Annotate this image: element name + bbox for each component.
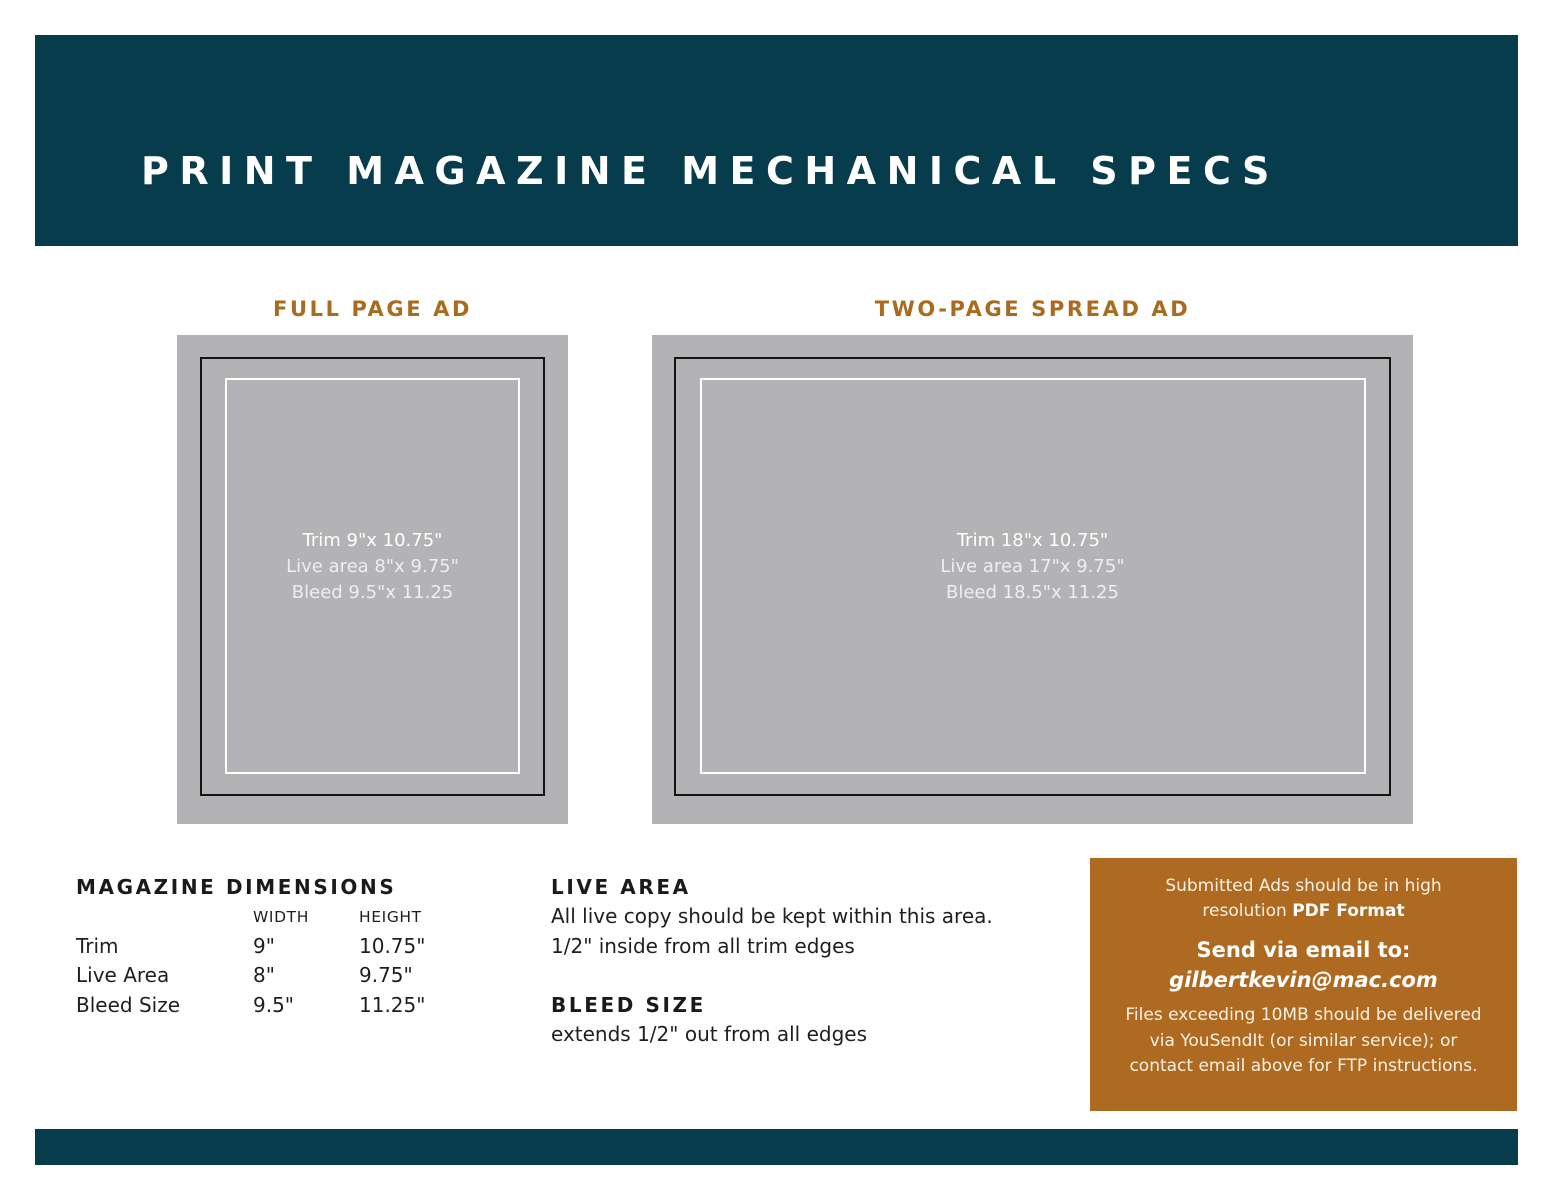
page-title: PRINT MAGAZINE MECHANICAL SPECS <box>141 149 1280 193</box>
submission-notice <box>1090 858 1517 1111</box>
send-email-label: Send via email to: <box>1196 938 1411 962</box>
full-page-ad-specs <box>177 528 568 606</box>
bleed-size-line-1: extends 1/2" out from all edges <box>551 1022 867 1046</box>
submission-format-line-2 <box>1090 899 1517 924</box>
full-page-ad-diagram <box>177 335 568 824</box>
email-link[interactable]: gilbertkevin@mac.com <box>1169 968 1438 992</box>
row-height: 9.75" <box>359 963 413 987</box>
row-label: Live Area <box>76 963 170 987</box>
magazine-dimensions-heading: MAGAZINE DIMENSIONS <box>76 875 397 899</box>
two-page-spread-ad-heading: TWO-PAGE SPREAD AD <box>874 297 1191 321</box>
row-label: Bleed Size <box>76 993 180 1017</box>
bleed-size-heading: BLEED SIZE <box>551 993 706 1017</box>
large-files-note-3: contact email above for FTP instructions. <box>1129 1056 1478 1076</box>
trim-spec: Trim 18"x 10.75" <box>956 530 1109 551</box>
large-files-note-1: Files exceeding 10MB should be delivered <box>1125 1005 1482 1025</box>
row-width: 9.5" <box>253 993 295 1017</box>
bleed-spec: Bleed 9.5"x 11.25 <box>291 582 454 603</box>
live-area-line-1: All live copy should be kept within this area. <box>551 904 993 928</box>
format-prefix: resolution <box>1202 901 1293 921</box>
large-files-note-2: via YouSendIt (or similar service); or <box>1149 1031 1458 1051</box>
full-page-ad-heading: FULL PAGE AD <box>273 297 472 321</box>
row-label: Trim <box>76 934 119 958</box>
width-column-header: WIDTH <box>253 908 309 926</box>
bleed-spec: Bleed 18.5"x 11.25 <box>946 582 1119 603</box>
two-page-spread-ad-diagram <box>652 335 1413 824</box>
live-area-spec: Live area 8"x 9.75" <box>286 556 459 577</box>
row-height: 11.25" <box>359 993 426 1017</box>
live-area-line-2: 1/2" inside from all trim edges <box>551 934 855 958</box>
header-band <box>35 35 1518 246</box>
live-area-spec: Live area 17"x 9.75" <box>940 556 1125 577</box>
pdf-format-label: PDF Format <box>1292 901 1405 921</box>
live-area-heading: LIVE AREA <box>551 875 691 899</box>
row-width: 9" <box>253 934 275 958</box>
two-page-spread-ad-specs <box>652 528 1413 606</box>
submission-format-line-1: Submitted Ads should be in high <box>1165 876 1442 896</box>
row-height: 10.75" <box>359 934 426 958</box>
height-column-header: HEIGHT <box>359 908 422 926</box>
footer-band <box>35 1129 1518 1165</box>
trim-spec: Trim 9"x 10.75" <box>302 530 443 551</box>
row-width: 8" <box>253 963 275 987</box>
